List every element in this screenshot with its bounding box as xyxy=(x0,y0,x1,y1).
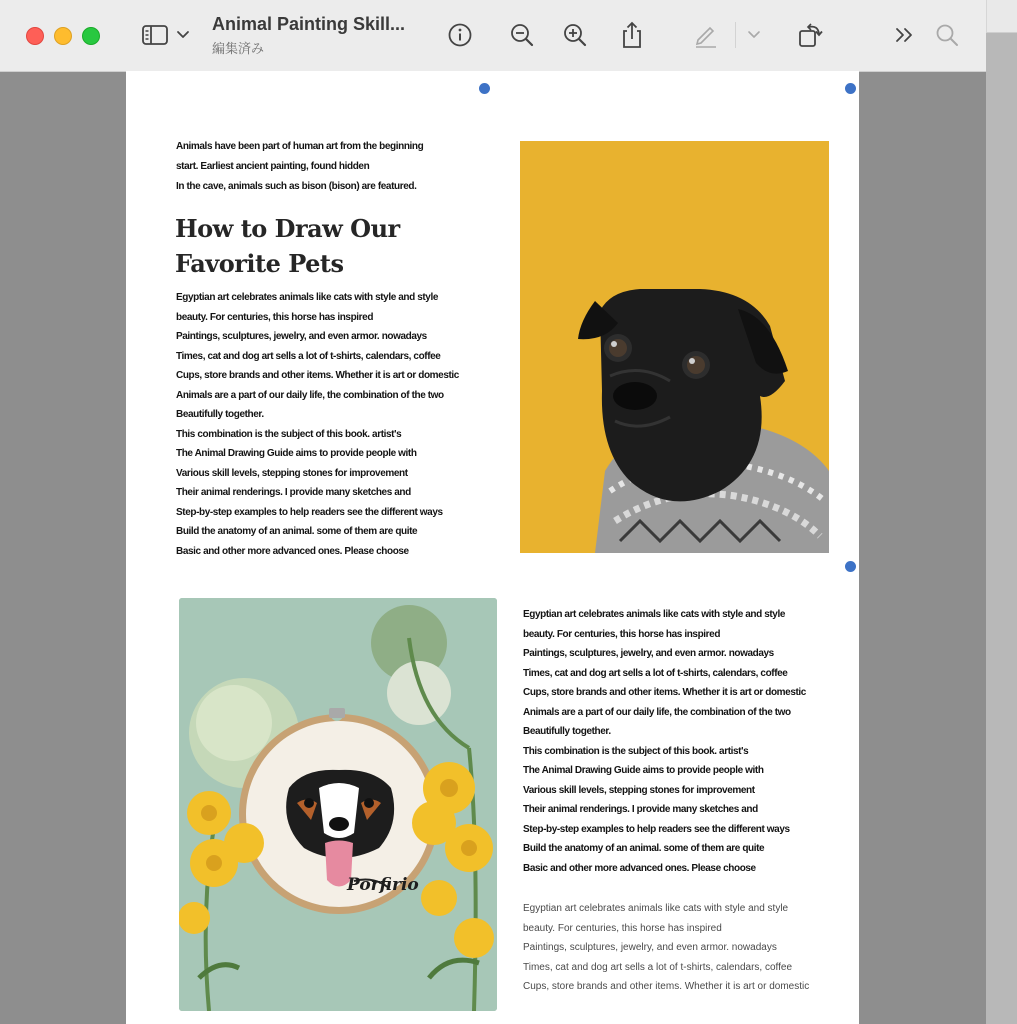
text-line: Beautifully together. xyxy=(176,409,264,420)
text-line: This combination is the subject of this book. artist's xyxy=(523,745,749,757)
zoom-out-button[interactable] xyxy=(507,18,537,52)
text-line: Various skill levels, stepping stones for improvement xyxy=(176,467,408,479)
text-line: In the cave, animals such as bison (bison) are featured. xyxy=(176,181,417,192)
text-line: Their animal renderings. I provide many sketches and xyxy=(176,487,411,498)
text-line: Build the anatomy of an animal. some of them are quite xyxy=(523,843,765,854)
text-line: Step-by-step examples to help readers see the different ways xyxy=(523,823,790,835)
fullscreen-window-button[interactable] xyxy=(82,27,100,45)
heading-line: Favorite Pets xyxy=(175,249,344,278)
text-line: Animals have been part of human art from the beginning xyxy=(176,141,424,152)
more-tools-button[interactable] xyxy=(890,18,920,52)
info-icon xyxy=(447,22,473,48)
share-button[interactable] xyxy=(617,18,647,52)
rotate-icon xyxy=(795,20,825,50)
search-icon xyxy=(934,22,960,48)
rotate-button[interactable] xyxy=(794,18,826,52)
text-line: Basic and other more advanced ones. Please choose xyxy=(176,545,409,557)
selection-handle-top[interactable] xyxy=(479,83,490,94)
hoop-signature: Porfirio xyxy=(347,875,419,895)
text-line: Egyptian art celebrates animals like cats with style and style xyxy=(523,609,785,620)
selection-handle-top-right[interactable] xyxy=(845,83,856,94)
background-window xyxy=(986,0,1017,1024)
body-paragraph-right xyxy=(523,605,806,878)
chevron-down-icon xyxy=(747,30,761,40)
sidebar-toggle-button[interactable] xyxy=(136,18,194,52)
background-window-titlebar xyxy=(986,0,1017,33)
selection-handle-right[interactable] xyxy=(845,561,856,572)
text-line: Animals are a part of our daily life, the combination of the two xyxy=(176,389,444,401)
more-chevrons-icon xyxy=(894,26,916,44)
document-title: Animal Painting Skill... xyxy=(212,14,406,34)
body-paragraph-light xyxy=(523,899,809,997)
markup-button[interactable] xyxy=(690,18,722,52)
toolbar xyxy=(0,0,986,72)
text-line: Their animal renderings. I provide many sketches and xyxy=(523,804,758,815)
info-button[interactable] xyxy=(445,18,475,52)
document-page[interactable] xyxy=(126,71,859,1024)
text-line: This combination is the subject of this book. artist's xyxy=(176,428,402,440)
text-line: The Animal Drawing Guide aims to provide people with xyxy=(523,765,764,776)
text-line: Cups, store brands and other items. Whether it is art or domestic xyxy=(523,981,810,993)
text-line: The Animal Drawing Guide aims to provide people with xyxy=(176,448,417,459)
text-line: start. Earliest ancient painting, found hidden xyxy=(176,161,370,172)
text-line: Paintings, sculptures, jewelry, and even armor. nowadays xyxy=(523,648,774,659)
section-heading xyxy=(175,211,400,281)
text-line: beauty. For centuries, this horse has inspired xyxy=(523,922,722,934)
text-line: Various skill levels, stepping stones for improvement xyxy=(523,784,755,796)
text-line: Egyptian art celebrates animals like cats with style and style xyxy=(176,292,438,303)
text-line: Times, cat and dog art sells a lot of t-shirts, calendars, coffee xyxy=(523,667,788,679)
edited-status: 編集済み xyxy=(212,41,265,56)
zoom-in-button[interactable] xyxy=(560,18,590,52)
search-button[interactable] xyxy=(932,18,962,52)
pug-illustration xyxy=(520,141,829,553)
chevron-down-icon xyxy=(176,30,190,40)
close-window-button[interactable] xyxy=(26,27,44,45)
text-line: beauty. For centuries, this horse has inspired xyxy=(523,628,721,640)
markup-pen-icon xyxy=(692,21,720,49)
text-line: Times, cat and dog art sells a lot of t-shirts, calendars, coffee xyxy=(523,961,793,973)
body-paragraph-left xyxy=(176,288,459,561)
minimize-window-button[interactable] xyxy=(54,27,72,45)
text-line: Cups, store brands and other items. Whether it is art or domestic xyxy=(176,370,459,381)
heading-line: How to Draw Our xyxy=(175,214,400,243)
text-line: Basic and other more advanced ones. Please choose xyxy=(523,862,756,874)
intro-paragraph xyxy=(176,137,423,197)
text-line: Cups, store brands and other items. Whether it is art or domestic xyxy=(523,687,806,698)
text-line: Step-by-step examples to help readers see the different ways xyxy=(176,506,443,518)
text-line: Paintings, sculptures, jewelry, and even armor. nowadays xyxy=(523,942,777,954)
sidebar-icon xyxy=(140,24,170,46)
embroidery-hoop-illustration xyxy=(179,598,497,1011)
text-line: Egyptian art celebrates animals like cats with style and style xyxy=(523,903,789,914)
zoom-out-icon xyxy=(509,22,535,48)
toolbar-separator xyxy=(735,22,736,48)
zoom-in-icon xyxy=(562,22,588,48)
text-line: Animals are a part of our daily life, the combination of the two xyxy=(523,706,791,718)
share-icon xyxy=(619,20,645,50)
embroidered-dog-photo xyxy=(179,598,497,1011)
markup-options-button[interactable] xyxy=(744,18,764,52)
text-line: Times, cat and dog art sells a lot of t-shirts, calendars, coffee xyxy=(176,350,441,362)
text-line: Build the anatomy of an animal. some of them are quite xyxy=(176,526,418,537)
text-line: Beautifully together. xyxy=(523,726,611,737)
text-line: beauty. For centuries, this horse has inspired xyxy=(176,311,374,323)
text-line: Paintings, sculptures, jewelry, and even armor. nowadays xyxy=(176,331,427,342)
pug-photo xyxy=(520,141,829,553)
